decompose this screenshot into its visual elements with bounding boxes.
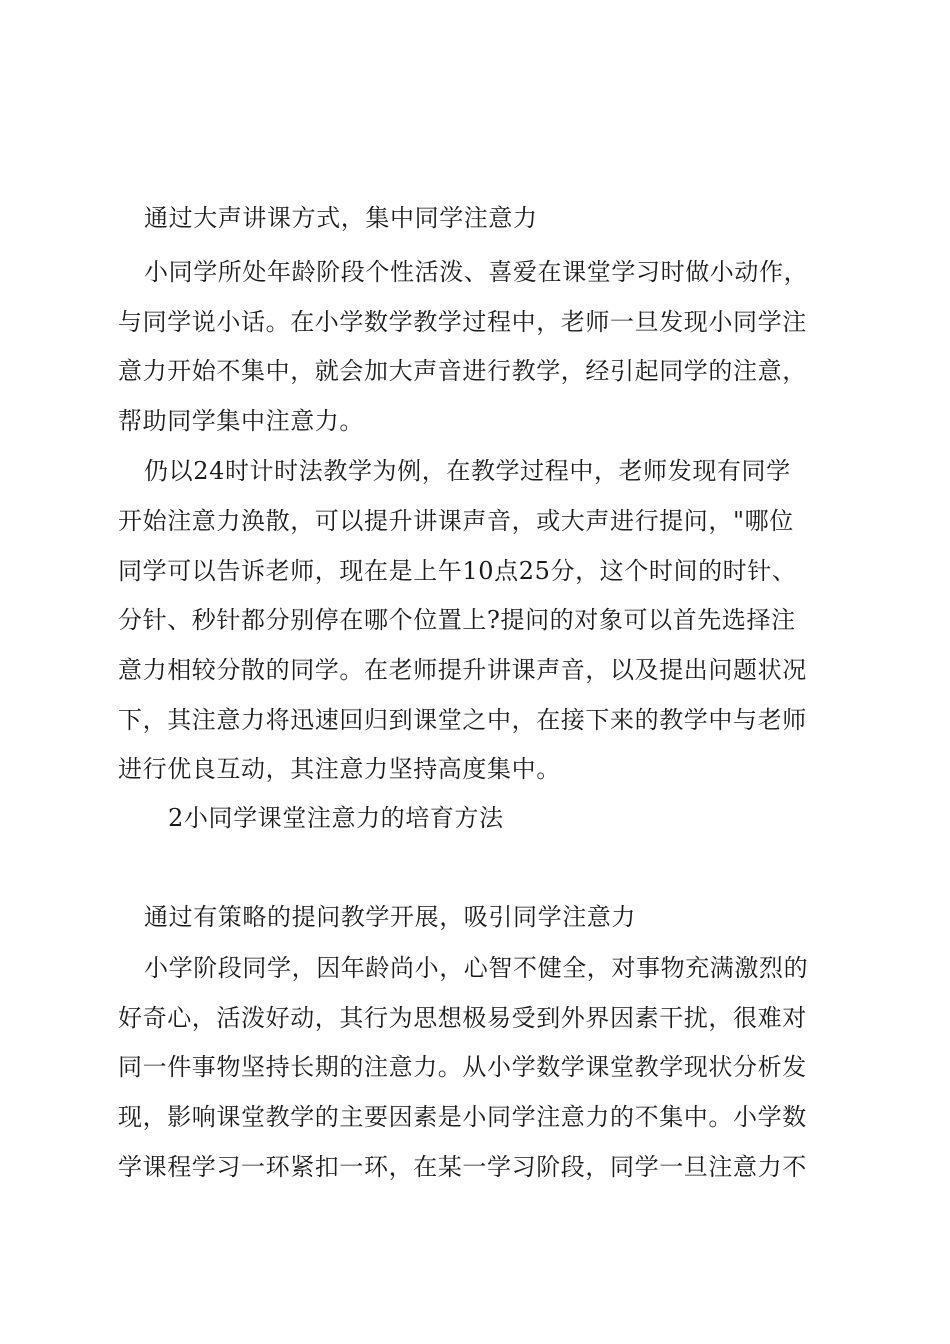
paragraph-line: 开始注意力涣散，可以提升讲课声音，或大声进行提问，"哪位 bbox=[118, 507, 794, 535]
paragraph-line: 好奇心，活泼好动，其行为思想极易受到外界因素干扰，很难对 bbox=[118, 1004, 807, 1032]
section-heading: 通过大声讲课方式，集中同学注意力 bbox=[144, 204, 538, 232]
paragraph-line: 学课程学习一环紧扣一环，在某一学习阶段，同学一旦注意力不 bbox=[118, 1153, 807, 1181]
paragraph-line: 分针、秒针都分别停在哪个位置上?提问的对象可以首先选择注 bbox=[118, 606, 796, 634]
paragraph-line: 小同学所处年龄阶段个性活泼、喜爱在课堂学习时做小动作， bbox=[144, 258, 809, 286]
paragraph-line: 同一件事物坚持长期的注意力。从小学数学课堂教学现状分析发 bbox=[118, 1053, 807, 1081]
paragraph-line: 现，影响课堂教学的主要因素是小同学注意力的不集中。小学数 bbox=[118, 1103, 807, 1131]
paragraph-line: 意力相较分散的同学。在老师提升讲课声音，以及提出问题状况 bbox=[118, 656, 807, 684]
paragraph-line: 小学阶段同学，因年龄尚小，心智不健全，对事物充满激烈的 bbox=[144, 954, 809, 982]
paragraph-line: 同学可以告诉老师，现在是上午10点25分，这个时间的时针、 bbox=[118, 557, 797, 585]
paragraph-line: 与同学说小话。在小学数学教学过程中，老师一旦发现小同学注 bbox=[118, 308, 807, 336]
section-heading: 通过有策略的提问教学开展，吸引同学注意力 bbox=[144, 903, 636, 931]
paragraph-line: 帮助同学集中注意力。 bbox=[118, 407, 364, 435]
paragraph-line: 意力开始不集中，就会加大声音进行教学，经引起同学的注意， bbox=[118, 357, 807, 385]
paragraph-line: 下，其注意力将迅速回归到课堂之中，在接下来的教学中与老师 bbox=[118, 706, 807, 734]
section-heading: 2小同学课堂注意力的培育方法 bbox=[168, 804, 504, 832]
paragraph-line: 仍以24时计时法教学为例，在教学过程中，老师发现有同学 bbox=[144, 457, 791, 485]
paragraph-line: 进行优良互动，其注意力坚持高度集中。 bbox=[118, 755, 561, 783]
